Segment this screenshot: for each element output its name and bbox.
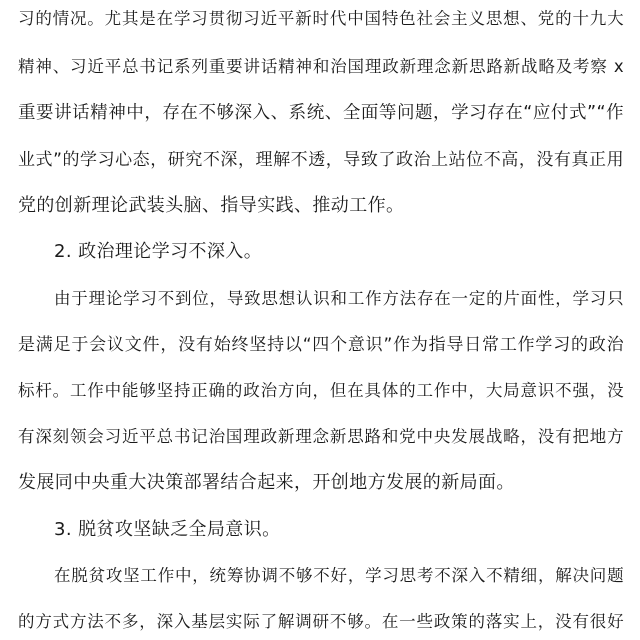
text-line: 有深刻领会习近平总书记治国理政新理念新思路和党中央发展战略，没有把地方 [18, 427, 624, 446]
text-line: 标杆。工作中能够坚持正确的政治方向，但在具体的工作中，大局意识不强，没 [18, 381, 624, 400]
text-line: 业式”的学习心态，研究不深，理解不透，导致了政治上站位不高，没有真正用 [18, 150, 624, 170]
text-line: 党的创新理论武装头脑、指导实践、推动工作。 [18, 195, 405, 216]
section-heading: 2. 政治理论学习不深入。 [54, 241, 263, 262]
text-line: 由于理论学习不到位，导致思想认识和工作方法存在一定的片面性，学习只 [54, 289, 624, 308]
text-line: 的方式方法不多，深入基层实际了解调研不够。在一些政策的落实上，没有很好 [18, 612, 624, 631]
section-heading: 3. 脱贫攻坚缺乏全局意识。 [54, 519, 281, 540]
text-line: 习的情况。尤其是在学习贯彻习近平新时代中国特色社会主义思想、党的十九大 [18, 9, 624, 28]
text-line: 是满足于会议文件，没有始终坚持以“四个意识”作为指导日常工作学习的政治 [18, 335, 624, 355]
text-line: 重要讲话精神中，存在不够深入、系统、全面等问题，学习存在“应付式”“作 [18, 103, 624, 123]
text-line: 发展同中央重大决策部署结合起来，开创地方发展的新局面。 [18, 472, 515, 493]
text-line: 精神、习近平总书记系列重要讲话精神和治国理政新理念新思路新战略及考察 x [18, 57, 624, 76]
text-line: 在脱贫攻坚工作中，统筹协调不够不好，学习思考不深入不精细，解决问题 [54, 566, 624, 585]
